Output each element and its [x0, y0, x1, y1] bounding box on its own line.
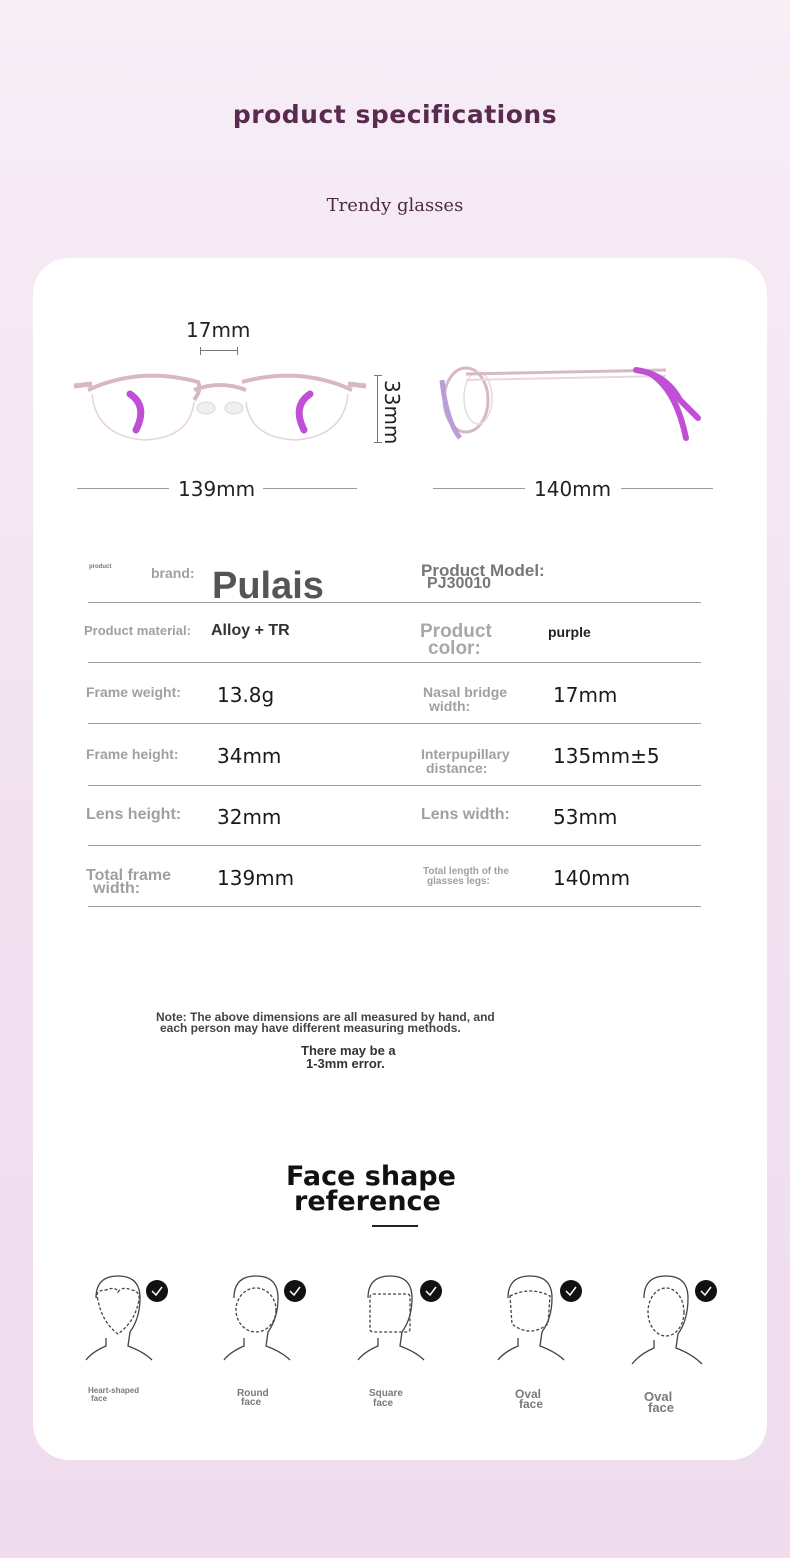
- round-face-icon: [220, 1272, 310, 1364]
- model-value: PJ30010: [427, 575, 492, 592]
- row-divider-4: [88, 785, 701, 786]
- lens-height-value: 32mm: [217, 805, 282, 829]
- glasses-side-illustration: [436, 360, 706, 450]
- leg-length-line-right: [621, 488, 713, 489]
- page-subtitle: Trendy glasses: [326, 195, 464, 216]
- glasses-front-icon: [70, 360, 370, 450]
- round-face-label-1: Round: [237, 1388, 269, 1399]
- frame-weight-label: Frame weight:: [86, 684, 181, 700]
- face-section-title-1: Face shape: [286, 1161, 456, 1192]
- frame-weight-value: 13.8g: [217, 683, 275, 707]
- face-section-title-2: reference: [294, 1186, 441, 1217]
- oval-face-icon: [494, 1272, 584, 1364]
- row-divider-6: [88, 906, 701, 907]
- bridge-dimension-label: 17mm: [186, 318, 251, 342]
- product-tiny-label: product: [89, 564, 112, 570]
- frame-height-value: 34mm: [217, 744, 282, 768]
- oval-face-label-1a: Oval: [515, 1387, 542, 1401]
- error-line-1: There may be a: [301, 1043, 396, 1058]
- total-frame-width-value: 139mm: [217, 866, 295, 890]
- oval-face-label-1b: Oval: [644, 1389, 673, 1404]
- color-value: purple: [548, 624, 591, 640]
- row-divider-5: [88, 845, 701, 846]
- interpupillary-value: 135mm±5: [553, 744, 660, 768]
- square-face-icon: [354, 1272, 444, 1364]
- bridge-dimension-line: [200, 347, 238, 355]
- front-width-line-right: [263, 488, 357, 489]
- oval-face-icon-2: [630, 1272, 720, 1368]
- glasses-front-illustration: [70, 360, 370, 450]
- heart-face-label-2: face: [91, 1394, 108, 1403]
- note-line-1: Note: The above dimensions are all measured by hand, and: [156, 1010, 495, 1024]
- row-divider-2: [88, 662, 701, 663]
- glasses-side-icon: [436, 360, 706, 450]
- nasal-bridge-value: 17mm: [553, 683, 618, 707]
- note-line-2: each person may have different measuring methods.: [160, 1021, 461, 1035]
- face-section-underline: [372, 1225, 418, 1227]
- front-width-label: 139mm: [178, 477, 256, 501]
- lens-width-value: 53mm: [553, 805, 618, 829]
- oval-face-label-2b: face: [648, 1400, 675, 1415]
- row-divider-3: [88, 723, 701, 724]
- row-divider-1: [88, 602, 701, 603]
- brand-label: brand:: [151, 565, 195, 581]
- total-frame-width-label-2: width:: [93, 880, 141, 897]
- model-label: Product Model:: [421, 561, 545, 580]
- square-face-label-2: face: [373, 1398, 394, 1409]
- square-face-label-1: Square: [369, 1388, 403, 1399]
- frame-height-label: Frame height:: [86, 746, 179, 762]
- material-value: Alloy + TR: [211, 622, 290, 639]
- material-label: Product material:: [84, 623, 191, 638]
- nasal-bridge-label-1: Nasal bridge: [423, 684, 508, 700]
- leg-length-line-left: [433, 488, 525, 489]
- page-title: product specifications: [232, 100, 558, 129]
- total-leg-length-value: 140mm: [553, 866, 631, 890]
- error-line-2: 1-3mm error.: [306, 1056, 385, 1071]
- height-dimension-label: 33mm: [380, 380, 404, 445]
- oval-face-label-2a: face: [519, 1397, 544, 1411]
- total-leg-length-label-2: glasses legs:: [427, 876, 490, 887]
- front-width-line-left: [77, 488, 169, 489]
- nasal-bridge-label-2: width:: [429, 698, 471, 714]
- lens-height-label: Lens height:: [86, 806, 182, 823]
- round-face-label-2: face: [241, 1397, 262, 1408]
- heart-face-label-1: Heart-shaped: [88, 1386, 140, 1395]
- heart-face-icon: [82, 1272, 172, 1364]
- color-label-1: Product: [420, 621, 492, 642]
- lens-width-label: Lens width:: [421, 806, 510, 823]
- leg-length-label: 140mm: [534, 477, 612, 501]
- color-label-2: color:: [428, 638, 481, 659]
- total-leg-length-label-1: Total length of the: [423, 866, 509, 877]
- interpupillary-label-1: Interpupillary: [421, 746, 510, 762]
- interpupillary-label-2: distance:: [426, 760, 488, 776]
- total-frame-width-label-1: Total frame: [86, 867, 172, 884]
- brand-value: Pulais: [212, 566, 324, 600]
